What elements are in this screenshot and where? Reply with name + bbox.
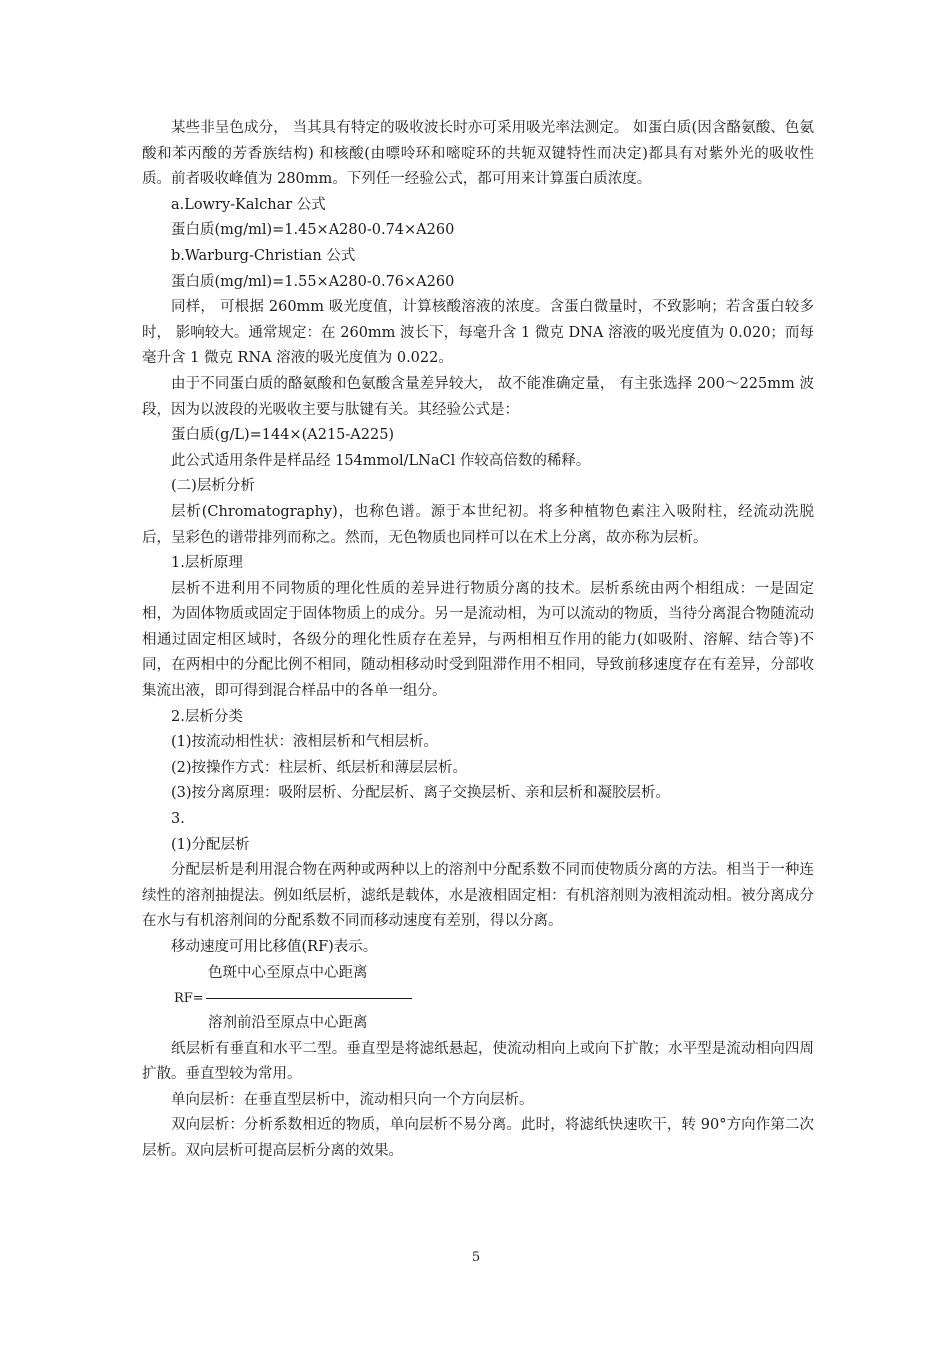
paragraph-nucleic-acid: 同样， 可根据 260mm 吸光度值，计算核酸溶液的浓度。含蛋白微量时，不致影响；若含蛋白较多时， 影响较大。通常规定：在 260mm 波长下，每毫升含 1 微克 DNA 溶液的吸光度值为 0.020；而每毫升含 1 微克 RNA 溶液的吸光度值为 0.022。 [142, 299, 814, 367]
paragraph-intro: 某些非呈色成分， 当其具有特定的吸收波长时亦可采用吸光率法测定。 如蛋白质(因含酪氨酸、色氨酸和苯丙酸的芳香族结构) 和核酸(由嘌呤环和嘧啶环的共轭双键特性而决定)都具有对紫外光的吸收性质。前者吸收峰值为 280mm。下列任一经验公式，都可用来计算蛋白质浓度。 [142, 120, 814, 188]
paragraph-principle: 层析不进利用不同物质的理化性质的差异进行物质分离的技术。层析系统由两个相组成：一是固定相，为固体物质或固定于固体物质上的成分。另一是流动相，为可以流动的物质，当待分离混合物随流动相通过固定相区域时，各级分的理化性质存在差异，与两相相互作用的能力(如吸附、溶解、结合等)不同，在两相中的分配比例不相同，随动相移动时受到阻滞作用不相同，导致前移速度存在有差异，分部收集流出液，即可得到混合样品中的各单一组分。 [142, 580, 814, 700]
paragraph-one-way: 单向层析：在垂直型层析中，流动相只向一个方向层析。 [171, 1091, 534, 1108]
paragraph-rf-intro: 移动速度可用比移值(RF)表示。 [171, 939, 378, 955]
paragraph-chromatography-intro: 层析(Chromatography)，也称色谱。源于本世纪初。将多种植物色素注入吸附柱，经流动洗脱后，呈彩色的谱带排列而称之。然而，无色物质也同样可以在术上分离，故亦称为层析。 [142, 503, 814, 546]
formula-a: 蛋白质(mg/ml)=1.45×A280-0.74×A260 [171, 222, 455, 239]
page-body [142, 116, 814, 1165]
paragraph-peptide-band: 由于不同蛋白质的酪氨酸和色氨酸含量差异较大， 故不能准确定量， 有主张选择 200～225mm 波段，因为以波段的光吸收主要与肽键有关。其经验公式是： [142, 375, 814, 418]
paragraph-two-way: 双向层析：分析系数相近的物质，单向层析不易分离。此时，将滤纸快速吹干，转 90°方向作第二次层析。双向层析可提高层析分离的效果。 [142, 1117, 814, 1159]
heading-3: 3. [171, 811, 185, 828]
list-item-separation: (3)按分离原理：吸附层析、分配层析、离子交换层析、亲和层析和凝胶层析。 [171, 785, 671, 802]
heading-principle: 1.层析原理 [171, 555, 243, 572]
list-item-mobile-phase: (1)按流动相性状：液相层析和气相层析。 [171, 734, 439, 751]
formula-label-a: a.Lowry-Kalchar 公式 [171, 196, 326, 213]
rf-formula [142, 961, 814, 1037]
paragraph-paper-types: 纸层析有垂直和水平二型。垂直型是将滤纸悬起，使流动相向上或向下扩散；水平型是流动相向四周扩散。垂直型较为常用。 [142, 1040, 814, 1083]
rf-lhs: RF= [174, 990, 204, 1006]
formula-b: 蛋白质(mg/ml)=1.55×A280-0.76×A260 [171, 273, 455, 290]
paragraph-dilution: 此公式适用条件是样品经 154mmol/LNaCl 作较高倍数的稀释。 [171, 452, 591, 469]
rf-numerator: 色斑中心至原点中心距离 [208, 964, 368, 981]
section-heading-chromatography: (二)层析分析 [171, 478, 255, 495]
formula-label-b: b.Warburg-Christian 公式 [171, 247, 356, 264]
heading-classification: 2.层析分类 [171, 708, 243, 725]
paragraph-partition: 分配层析是利用混合物在两种或两种以上的溶剂中分配系数不同而使物质分离的方法。相当于一种连续性的溶剂抽提法。例如纸层析，滤纸是载体，水是液相固定相：有机溶剂则为液相流动相。被分离成分在水与有机溶剂间的分配系数不同而移动速度有差别，得以分离。 [142, 862, 814, 930]
list-item-operation: (2)按操作方式：柱层析、纸层析和薄层层析。 [171, 759, 468, 776]
heading-partition: (1)分配层析 [171, 836, 250, 853]
rf-denominator: 溶剂前沿至原点中心距离 [208, 1014, 368, 1031]
formula-c: 蛋白质(g/L)=144×(A215-A225) [171, 427, 395, 444]
page-number: 5 [471, 1250, 481, 1265]
fraction-bar [206, 998, 412, 999]
